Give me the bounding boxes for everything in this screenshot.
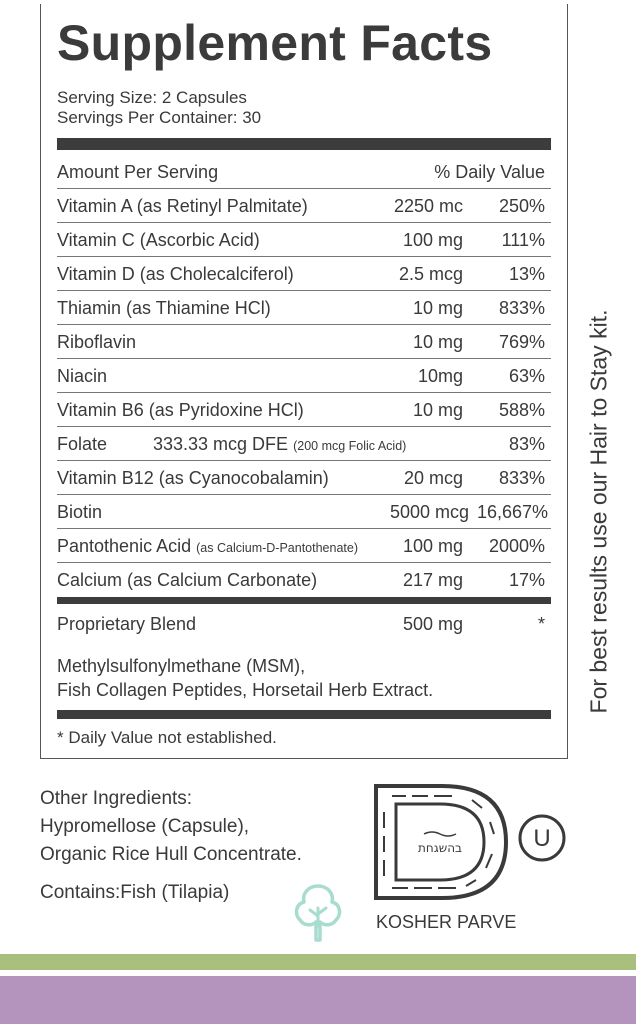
- nutrient-amount: 5000 mcg: [389, 502, 469, 522]
- blend-amount: 500 mg: [402, 614, 463, 634]
- blend-dv: *: [537, 614, 545, 634]
- nutrient-row: [57, 290, 551, 324]
- pantothenic-name-main: Pantothenic Acid: [57, 536, 192, 556]
- nutrient-name: Vitamin D (as Cholecalciferol): [57, 264, 294, 284]
- nutrient-dv: 769%: [498, 332, 545, 352]
- nutrient-dv: 63%: [508, 366, 545, 386]
- nutrient-dv: 83%: [508, 434, 545, 454]
- nutrient-amount: 10mg: [417, 366, 463, 386]
- nutrient-amount: 10 mg: [412, 298, 463, 318]
- nutrient-name-pantothenic: [57, 536, 358, 557]
- nutrient-amount: 20 mcg: [403, 468, 463, 488]
- nutrient-amount: 2250 mc: [393, 196, 463, 216]
- nutrient-amount-folate: [153, 434, 406, 455]
- nutrient-amount: 100 mg: [402, 230, 463, 250]
- nutrient-name: Riboflavin: [57, 332, 137, 352]
- folate-amount-note: (200 mcg Folic Acid): [293, 439, 407, 453]
- contains-allergen: Contains:Fish (Tilapia): [40, 882, 230, 903]
- other-ingredients-line2: Organic Rice Hull Concentrate.: [40, 844, 302, 865]
- daily-value-label: % Daily Value: [434, 162, 545, 182]
- nutrient-name: Vitamin A (as Retinyl Palmitate): [57, 196, 308, 216]
- thick-divider-top: [57, 138, 551, 150]
- nutrient-dv: 250%: [498, 196, 545, 216]
- supplement-facts-panel: [40, 4, 568, 759]
- folate-amount-main: 333.33 mcg DFE: [153, 434, 289, 454]
- blend-name: Proprietary Blend: [57, 614, 197, 634]
- other-ingredients-line1: Hypromellose (Capsule),: [40, 816, 250, 837]
- nutrient-dv: 111%: [501, 230, 545, 250]
- nutrient-name: Thiamin (as Thiamine HCl): [57, 298, 271, 318]
- nutrient-row: [57, 188, 551, 222]
- ou-letter: U: [533, 825, 551, 852]
- nutrient-dv: 833%: [498, 468, 545, 488]
- nutrient-amount: 2.5 mcg: [398, 264, 463, 284]
- amount-per-serving-label: Amount Per Serving: [57, 162, 219, 182]
- other-ingredients-heading: Other Ingredients:: [40, 788, 193, 809]
- nutrient-name: Vitamin B6 (as Pyridoxine HCl): [57, 400, 304, 420]
- nutrient-amount: 217 mg: [402, 570, 463, 590]
- nutrient-dv: 588%: [498, 400, 545, 420]
- nutrient-name: Calcium (as Calcium Carbonate): [57, 570, 318, 590]
- nutrient-dv: 833%: [498, 298, 545, 318]
- plant-leaf-icon: [290, 880, 346, 944]
- nutrient-name: Niacin: [57, 366, 108, 386]
- nutrient-row: [57, 460, 551, 494]
- nutrient-amount: 10 mg: [412, 332, 463, 352]
- thick-divider-middle: [57, 597, 551, 604]
- nutrient-dv: 16,667%: [476, 502, 548, 522]
- ou-symbol-icon: [516, 812, 568, 864]
- blend-row: [57, 606, 551, 640]
- purple-stripe: [0, 976, 636, 1024]
- thick-divider-bottom: [57, 710, 551, 719]
- nutrient-dv: 17%: [508, 570, 545, 590]
- kosher-parve-label: KOSHER PARVE: [376, 912, 517, 932]
- side-text-container: [570, 262, 628, 760]
- green-stripe: [0, 954, 636, 970]
- nutrient-row: [57, 256, 551, 290]
- pantothenic-name-note: (as Calcium-D-Pantothenate): [196, 541, 358, 555]
- nutrient-row: [57, 222, 551, 256]
- nutrient-row: [57, 324, 551, 358]
- nutrient-row: [57, 358, 551, 392]
- servings-per-container: Servings Per Container: 30: [57, 108, 262, 127]
- serving-size: Serving Size: 2 Capsules: [57, 88, 247, 107]
- blend-ingredients-line1: Methylsulfonylmethane (MSM),: [57, 656, 306, 676]
- kosher-seal-icon: [372, 782, 512, 902]
- footnote: * Daily Value not established.: [57, 728, 277, 747]
- blend-ingredients-line2: Fish Collagen Peptides, Horsetail Herb Extract.: [57, 680, 434, 700]
- panel-title: Supplement Facts: [57, 15, 493, 71]
- nutrient-amount: 100 mg: [402, 536, 463, 556]
- nutrient-name: Vitamin C (Ascorbic Acid): [57, 230, 260, 250]
- nutrient-name: Vitamin B12 (as Cyanocobalamin): [57, 468, 329, 488]
- nutrient-row: [57, 426, 551, 460]
- nutrient-row: [57, 562, 551, 596]
- header-row: [57, 154, 551, 188]
- side-promo-text: For best results use our Hair to Stay kit.: [585, 309, 612, 713]
- nutrient-dv: 2000%: [488, 536, 545, 556]
- nutrient-row: [57, 528, 551, 562]
- nutrient-name: Folate: [57, 434, 108, 454]
- nutrient-row: [57, 392, 551, 426]
- nutrient-amount: 10 mg: [412, 400, 463, 420]
- nutrient-row: [57, 494, 551, 528]
- nutrient-dv: 13%: [508, 264, 545, 284]
- seal-center-text: בהשגחת: [418, 841, 462, 855]
- nutrient-name: Biotin: [57, 502, 103, 522]
